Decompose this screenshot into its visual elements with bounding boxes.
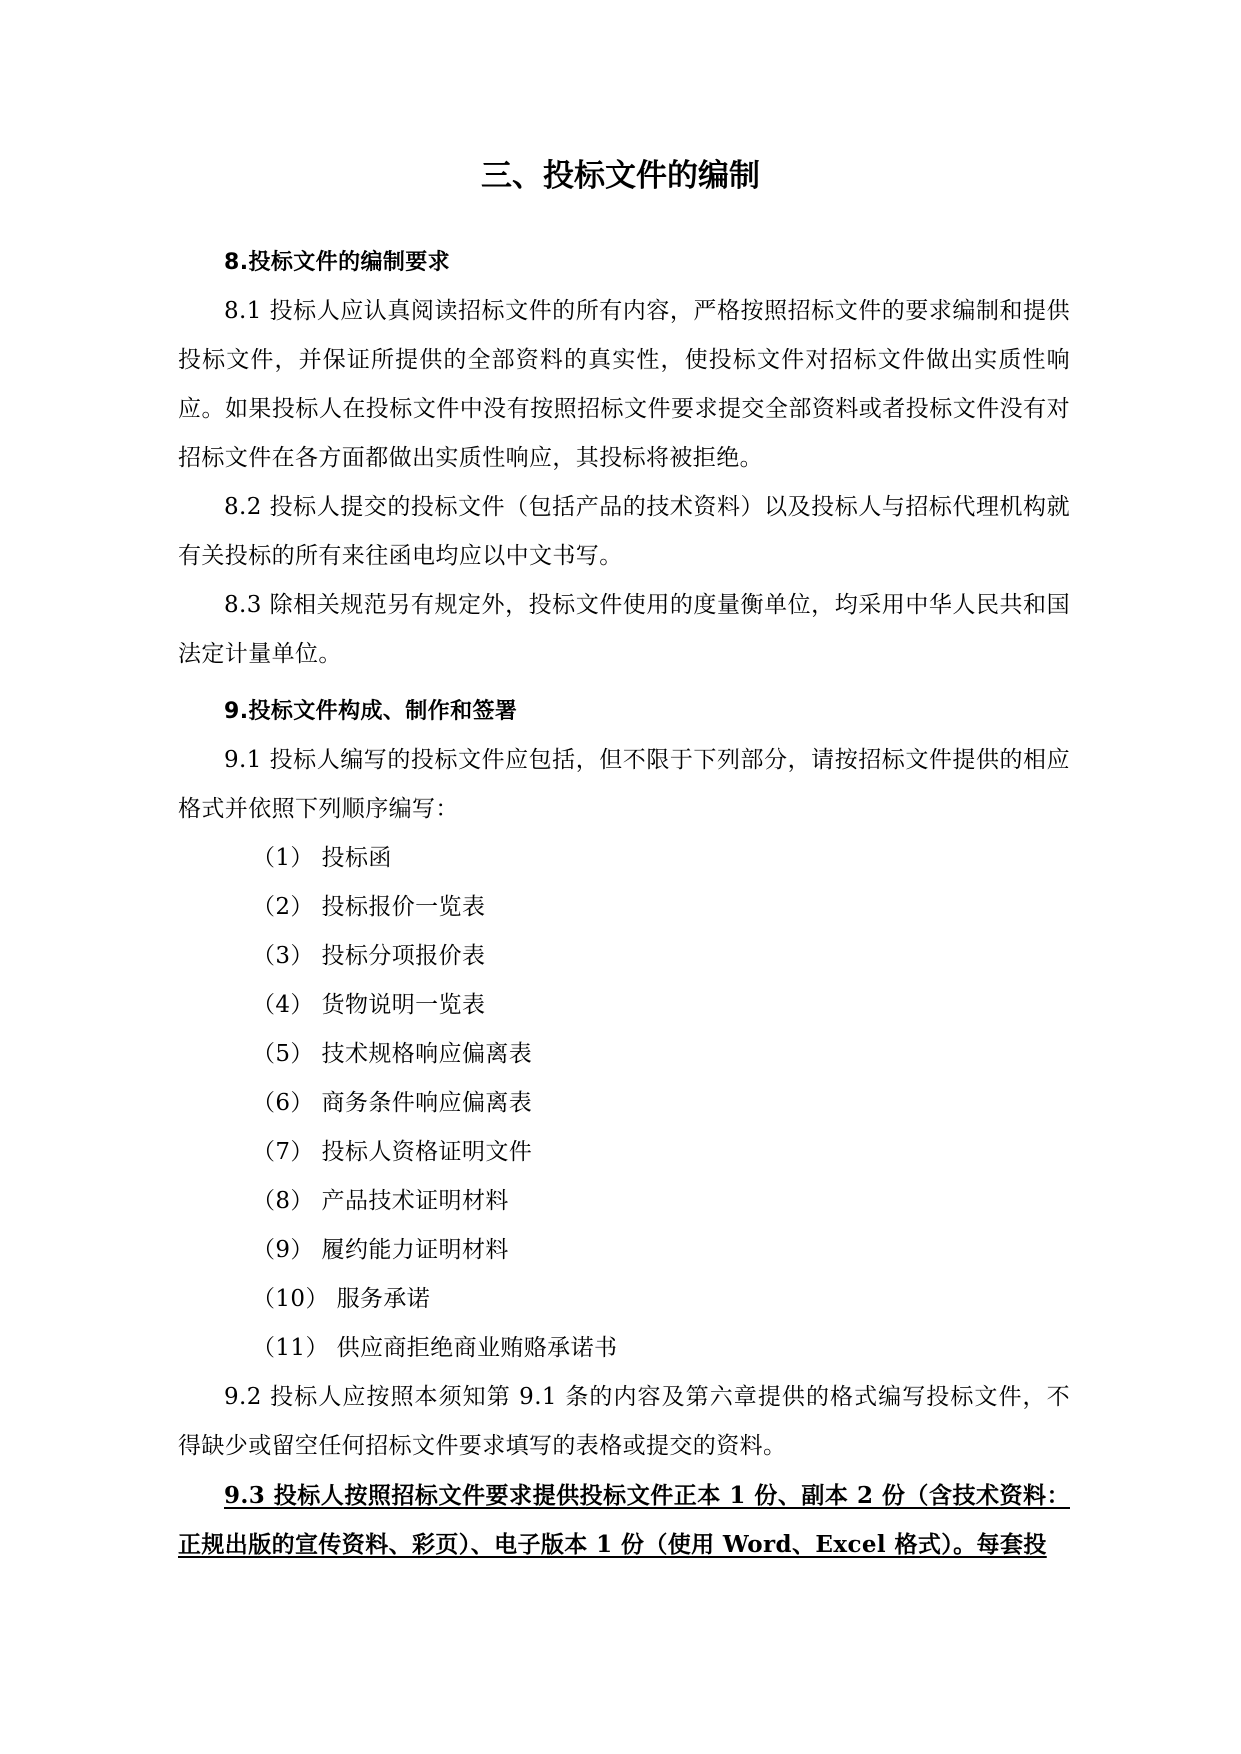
list-item: （10） 服务承诺 — [252, 1286, 431, 1312]
list-item: （2） 投标报价一览表 — [252, 894, 486, 920]
section-8-heading: 8.投标文件的编制要求 — [224, 250, 451, 275]
section-9-heading: 9.投标文件构成、制作和签署 — [224, 699, 518, 724]
list-item: （7） 投标人资格证明文件 — [252, 1139, 533, 1165]
list-item: （1） 投标函 — [252, 845, 392, 871]
list-item: （9） 履约能力证明材料 — [252, 1237, 509, 1263]
list-item: （3） 投标分项报价表 — [252, 943, 486, 969]
paragraph-9-1: 9.1 投标人编写的投标文件应包括，但不限于下列部分，请按招标文件提供的相应格式并依照下列顺序编写： — [178, 747, 1070, 822]
list-item: （5） 技术规格响应偏离表 — [252, 1041, 533, 1067]
list-item: （11） 供应商拒绝商业贿赂承诺书 — [252, 1335, 618, 1361]
section-9 — [178, 687, 1070, 1569]
list-item: （8） 产品技术证明材料 — [252, 1188, 509, 1214]
paragraph-8-3: 8.3 除相关规范另有规定外，投标文件使用的度量衡单位，均采用中华人民共和国法定计量单位。 — [178, 592, 1070, 667]
paragraph-8-1: 8.1 投标人应认真阅读招标文件的所有内容，严格按照招标文件的要求编制和提供投标文件，并保证所提供的全部资料的真实性，使投标文件对招标文件做出实质性响应。如果投标人在投标文件中没有按照招标文件要求提交全部资料或者投标文件没有对招标文件在各方面都做出实质性响应，其投标将被拒绝。 — [178, 298, 1070, 471]
page-title: 三、投标文件的编制 — [481, 158, 760, 194]
section-8 — [178, 238, 1070, 679]
document-list — [178, 834, 1070, 1373]
list-item: （6） 商务条件响应偏离表 — [252, 1090, 533, 1116]
list-item: （4） 货物说明一览表 — [252, 992, 486, 1018]
paragraph-9-2: 9.2 投标人应按照本须知第 9.1 条的内容及第六章提供的格式编写投标文件，不得缺少或留空任何招标文件要求填写的表格或提交的资料。 — [178, 1384, 1070, 1459]
paragraph-8-2: 8.2 投标人提交的投标文件（包括产品的技术资料）以及投标人与招标代理机构就有关投标的所有来往函电均应以中文书写。 — [178, 494, 1070, 569]
paragraph-9-3: 9.3 投标人按照招标文件要求提供投标文件正本 1 份、副本 2 份（含技术资料：正规出版的宣传资料、彩页）、电子版本 1 份（使用 Word、Excel 格式）。每套投 — [178, 1482, 1070, 1558]
